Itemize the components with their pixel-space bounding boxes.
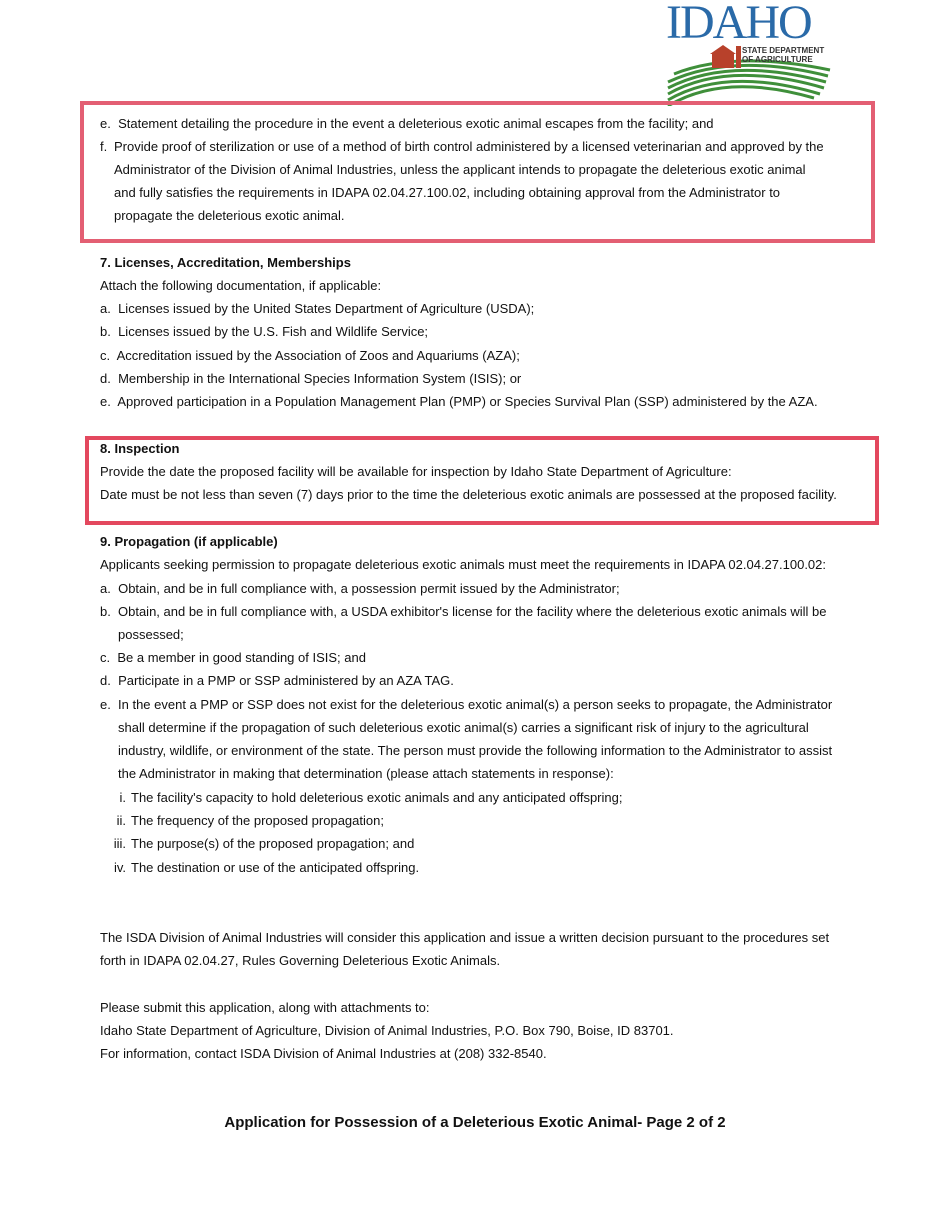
- section9-item-e-line: In the event a PMP or SSP does not exist for the deleterious exotic animal(s) a person seeks to propagate, the Administrator: [118, 697, 833, 712]
- s7-text: Accreditation issued by the Association of Zoos and Aquariums (AZA);: [116, 348, 520, 363]
- closing-p1-line1: The ISDA Division of Animal Industries will consider this application and issue a written decision pursuant to the procedures set: [100, 930, 830, 945]
- s6-item-e-text: Statement detailing the procedure in the event a deleterious exotic animal escapes from the facility; and: [118, 116, 714, 131]
- highlight-box-section8: [85, 436, 879, 525]
- s7-marker: a.: [100, 301, 111, 316]
- closing-address: Idaho State Department of Agriculture, Division of Animal Industries, P.O. Box 790, Boise, ID 83701.: [100, 1023, 674, 1038]
- s6-item-f-line: propagate the deleterious exotic animal.: [114, 208, 345, 223]
- s6-item-f-marker: f.: [100, 139, 108, 154]
- closing-submit: Please submit this application, along with attachments to:: [100, 1000, 430, 1015]
- logo-wordmark: IDAHO: [666, 0, 811, 49]
- logo-line1: STATE DEPARTMENT: [742, 46, 825, 55]
- s9-text: Be a member in good standing of ISIS; and: [117, 650, 366, 665]
- sub-text: The frequency of the proposed propagation;: [131, 813, 384, 828]
- s7-text: Licenses issued by the United States Department of Agriculture (USDA);: [118, 301, 535, 316]
- section8-heading: 8. Inspection: [100, 441, 180, 456]
- sub-marker: iv.: [113, 860, 126, 875]
- section9-item-e-line: shall determine if the propagation of such deleterious exotic animal(s) carries a significant risk of injury to the agricultural: [118, 720, 809, 735]
- s6-item-e: [100, 116, 714, 132]
- section7-item-c: [100, 348, 520, 364]
- section7-item-d: [100, 371, 521, 387]
- sub-marker: ii.: [116, 813, 126, 828]
- sub-marker: iii.: [113, 836, 126, 851]
- section9-item-c: [100, 650, 366, 666]
- section9-item-d: [100, 673, 454, 689]
- section7-item-a: [100, 301, 534, 317]
- s6-item-f-line: and fully satisfies the requirements in IDAPA 02.04.27.100.02, including obtaining approval from the Administrator to: [114, 185, 781, 200]
- sub-text: The purpose(s) of the proposed propagation; and: [131, 836, 415, 851]
- s9-text: Participate in a PMP or SSP administered by an AZA TAG.: [118, 673, 454, 688]
- section7-item-b: [100, 324, 428, 340]
- s7-marker: b.: [100, 324, 111, 339]
- s9-marker: c.: [100, 650, 111, 665]
- section9-item-b-line2: possessed;: [118, 627, 184, 642]
- section9-item-a: [100, 581, 620, 597]
- section8-line2: Date must be not less than seven (7) days prior to the time the deleterious exotic animals are possessed at the proposed facility.: [100, 487, 837, 502]
- s7-marker: c.: [100, 348, 111, 363]
- s6-item-f-line: Administrator of the Division of Animal Industries, unless the applicant intends to propagate the deleterious exotic animal: [114, 162, 806, 177]
- sub-text: The destination or use of the anticipated offspring.: [131, 860, 420, 875]
- section9-item-e-line: industry, wildlife, or environment of the state. The person must provide the following information to the Administrator to assist: [118, 743, 833, 758]
- section9-item-b-line1: Obtain, and be in full compliance with, a USDA exhibitor's license for the facility where the deleterious exotic animals will be: [118, 604, 827, 619]
- section9-heading: 9. Propagation (if applicable): [100, 534, 278, 549]
- isda-logo: [664, 2, 832, 106]
- logo-line2: OF AGRICULTURE: [742, 55, 813, 64]
- s6-item-e-marker: e.: [100, 116, 111, 131]
- section7-heading: 7. Licenses, Accreditation, Memberships: [100, 255, 351, 270]
- s9-text: Obtain, and be in full compliance with, a possession permit issued by the Administrator;: [118, 581, 620, 596]
- s6-item-f-line: Provide proof of sterilization or use of a method of birth control administered by a licensed veterinarian and approved by the: [114, 139, 824, 154]
- section9-item-e-line: the Administrator in making that determination (please attach statements in response):: [118, 766, 614, 781]
- s7-text: Membership in the International Species Information System (ISIS); or: [118, 371, 522, 386]
- s7-marker: d.: [100, 371, 111, 386]
- s7-text: Licenses issued by the U.S. Fish and Wildlife Service;: [118, 324, 429, 339]
- s7-marker: e.: [100, 394, 111, 409]
- section8-line1: Provide the date the proposed facility will be available for inspection by Idaho State Department of Agriculture:: [100, 464, 732, 479]
- page-footer-title: Application for Possession of a Deleterious Exotic Animal- Page 2 of 2: [224, 1114, 726, 1131]
- sub-text: The facility's capacity to hold deleterious exotic animals and any anticipated offspring;: [131, 790, 623, 805]
- section9-intro: Applicants seeking permission to propagate deleterious exotic animals must meet the requirements in IDAPA 02.04.27.100.02:: [100, 557, 827, 572]
- closing-contact: For information, contact ISDA Division of Animal Industries at (208) 332-8540.: [100, 1046, 547, 1061]
- section7-intro: Attach the following documentation, if applicable:: [100, 278, 382, 293]
- section9-item-e-marker: e.: [100, 697, 111, 712]
- s7-text: Approved participation in a Population Management Plan (PMP) or Species Survival Plan (SSP) administered by the AZA.: [117, 394, 818, 409]
- s9-marker: d.: [100, 673, 111, 688]
- closing-p1-line2: forth in IDAPA 02.04.27, Rules Governing Deleterious Exotic Animals.: [100, 953, 501, 968]
- s9-marker: a.: [100, 581, 111, 596]
- sub-marker: i.: [119, 790, 126, 805]
- section9-item-b-marker: b.: [100, 604, 111, 619]
- section7-item-e: [100, 394, 818, 410]
- field-stripes: [668, 61, 830, 106]
